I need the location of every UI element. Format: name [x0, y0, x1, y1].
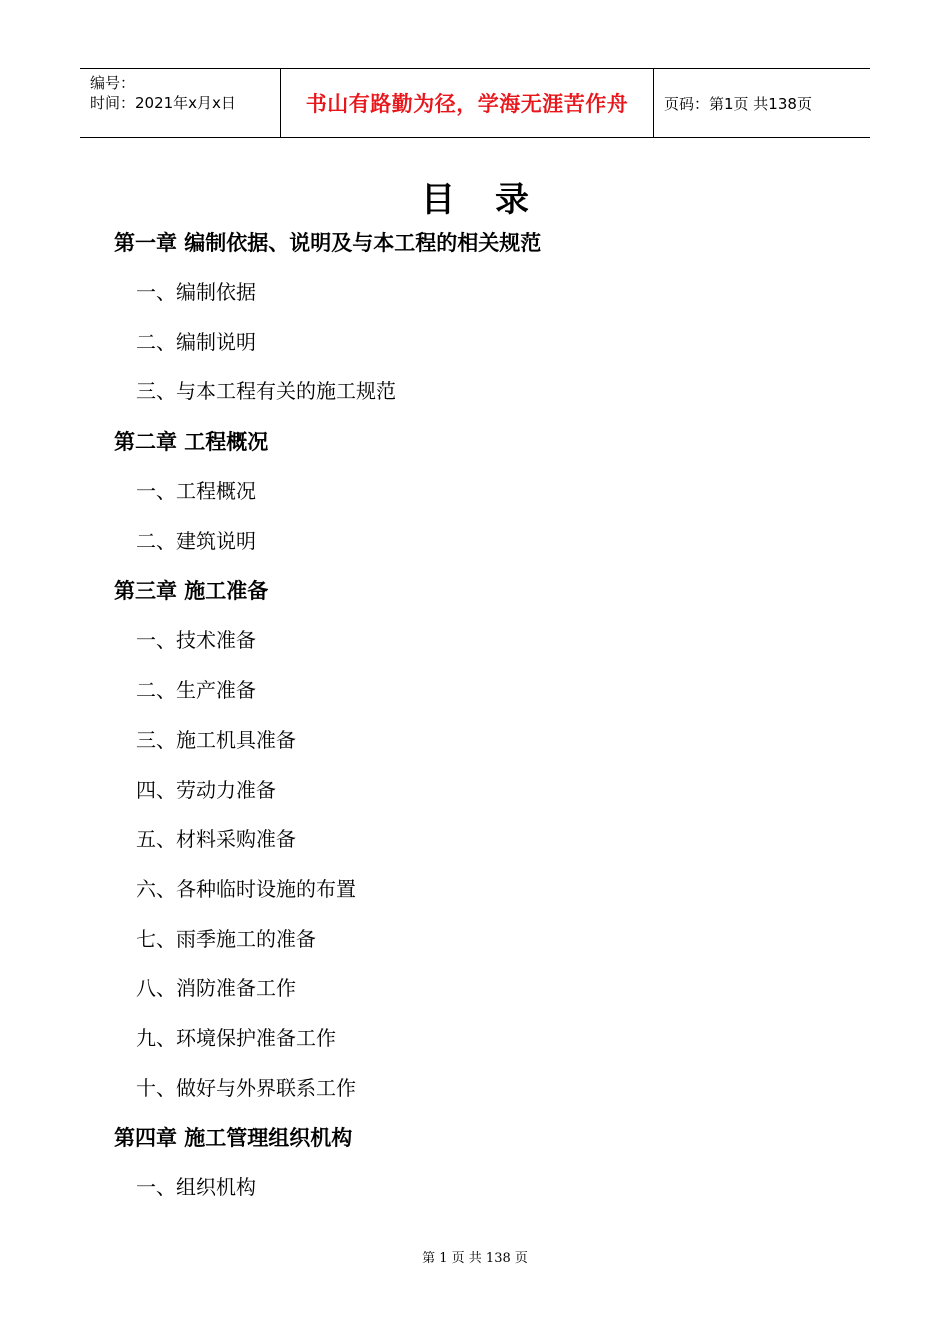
toc-section[interactable]: 二、建筑说明: [136, 528, 256, 553]
toc-section[interactable]: 六、各种临时设施的布置: [136, 876, 356, 901]
toc-section[interactable]: 四、劳动力准备: [136, 777, 276, 802]
toc-section[interactable]: 二、生产准备: [136, 678, 256, 703]
toc-section[interactable]: 三、施工机具准备: [136, 727, 296, 752]
toc-section[interactable]: 五、材料采购准备: [136, 827, 296, 852]
header-page-info: [654, 69, 870, 137]
header-motto-cell: [281, 69, 654, 137]
header-meta: [80, 69, 281, 137]
page-footer: 第 1 页 共 138 页: [422, 1251, 528, 1266]
toc-chapter[interactable]: 第四章 施工管理组织机构: [114, 1126, 353, 1151]
toc-section[interactable]: 一、组织机构: [136, 1175, 256, 1200]
header-motto: 书山有路勤为径，学海无涯苦作舟: [305, 92, 629, 116]
toc-chapter[interactable]: 第一章 编制依据、说明及与本工程的相关规范: [114, 231, 542, 255]
toc-section[interactable]: 十、做好与外界联系工作: [136, 1075, 356, 1100]
toc-chapter[interactable]: 第二章 工程概况: [114, 430, 269, 455]
toc-section[interactable]: 三、与本工程有关的施工规范: [136, 379, 396, 404]
document-header: [80, 68, 870, 138]
toc-chapter[interactable]: 第三章 施工准备: [114, 579, 269, 604]
document-time-label: 时间：2021年x月x日: [90, 94, 236, 112]
toc-section[interactable]: 九、环境保护准备工作: [136, 1025, 336, 1050]
toc-section[interactable]: 七、雨季施工的准备: [136, 926, 316, 951]
toc-section[interactable]: 二、编制说明: [136, 329, 256, 354]
table-of-contents: [114, 218, 854, 1213]
header-page-number: 页码：第1页 共138页: [664, 94, 812, 113]
toc-section[interactable]: 一、技术准备: [136, 628, 256, 653]
toc-section[interactable]: 八、消防准备工作: [136, 976, 296, 1001]
toc-section[interactable]: 一、工程概况: [136, 479, 256, 504]
document-number-label: 编号：: [90, 74, 136, 92]
page-title: 目录: [421, 180, 569, 220]
toc-section[interactable]: 一、编制依据: [136, 280, 256, 304]
